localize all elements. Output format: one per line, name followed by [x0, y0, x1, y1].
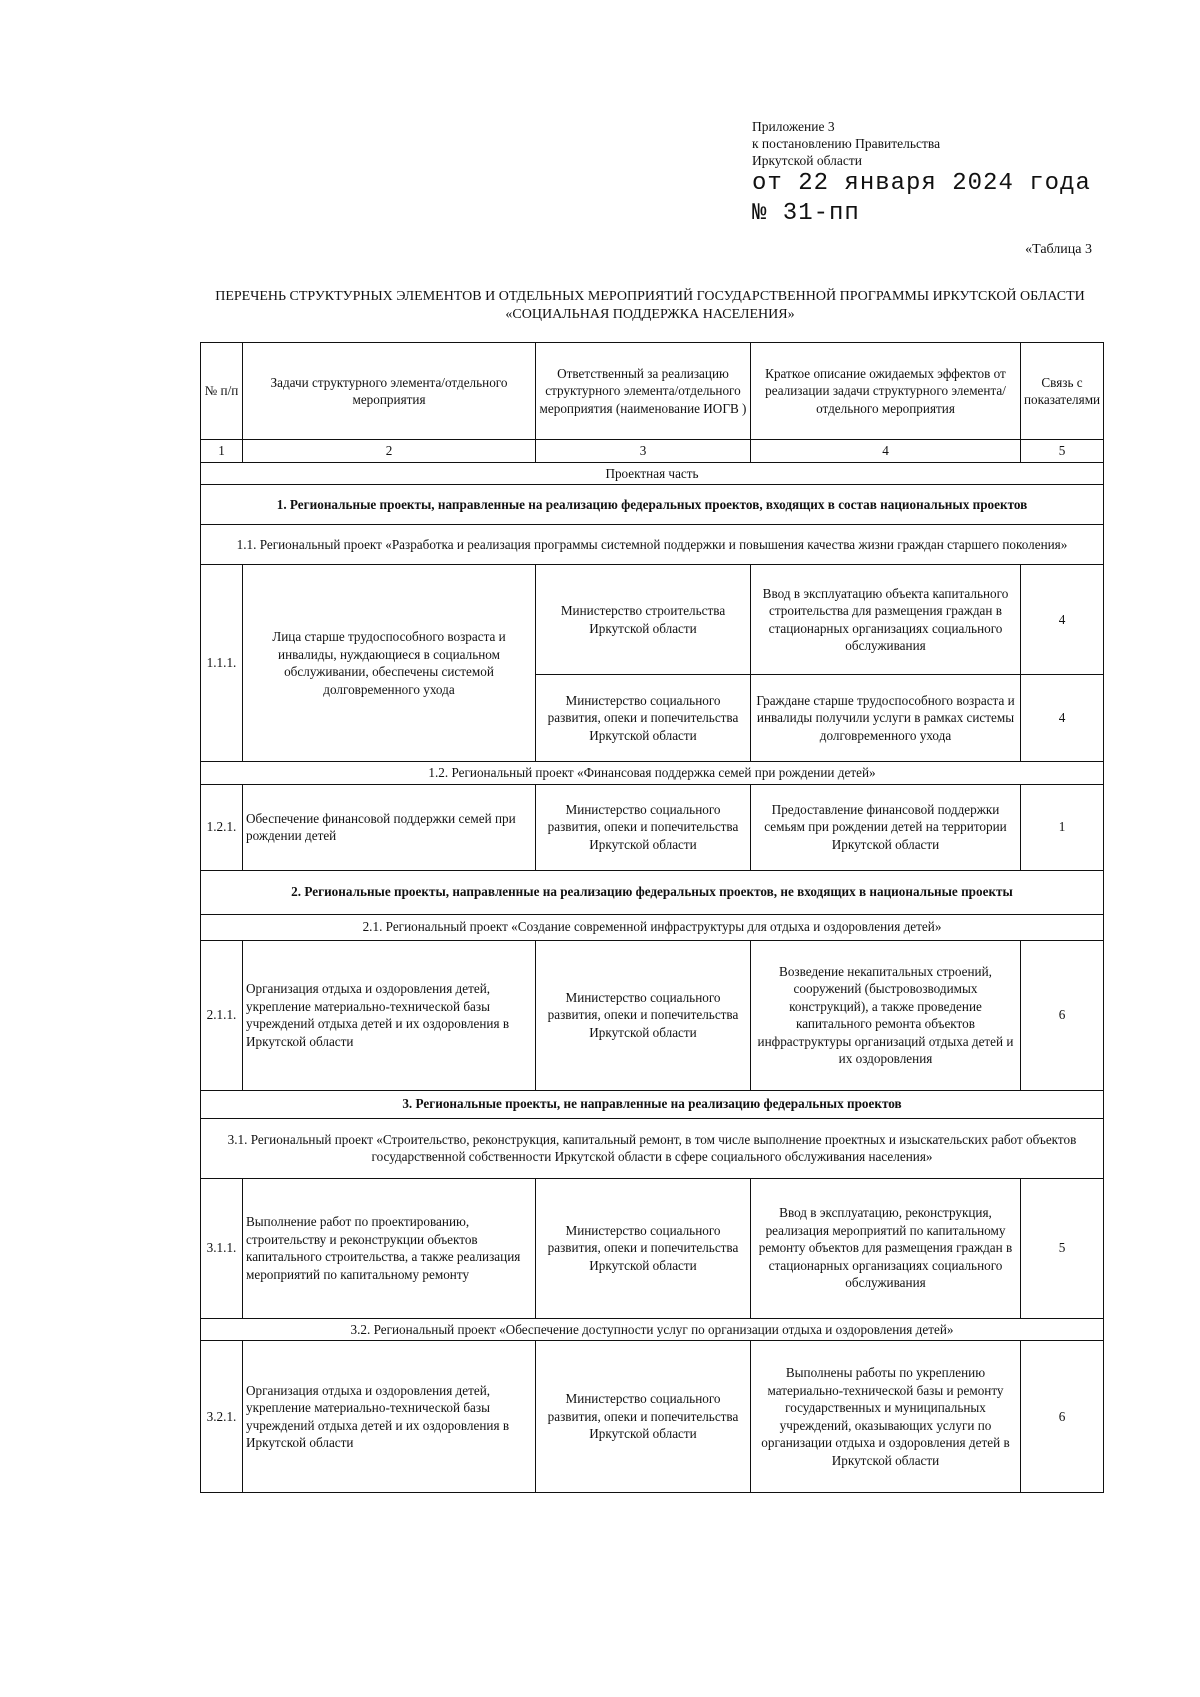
- table-header-row: [201, 343, 1104, 440]
- project-1-1-heading: 1.1. Региональный проект «Разработка и реализация программы системной поддержки и повышения качества жизни граждан старшего поколения»: [201, 525, 1104, 565]
- project-part-row: [201, 462, 1104, 485]
- section-3-heading: 3. Региональные проекты, не направленные на реализацию федеральных проектов: [201, 1090, 1104, 1118]
- appendix-line-1: Приложение 3: [752, 119, 835, 134]
- responsible-cell: Министерство социального развития, опеки и попечительства Иркутской области: [536, 1341, 751, 1493]
- col-number: 4: [751, 440, 1021, 463]
- table-row: [201, 1178, 1104, 1318]
- document-title: ПЕРЕЧЕНЬ СТРУКТУРНЫХ ЭЛЕМЕНТОВ И ОТДЕЛЬНЫХ МЕРОПРИЯТИЙ ГОСУДАРСТВЕННОЙ ПРОГРАММЫ ИРКУТСКОЙ ОБЛАСТИ «СОЦИАЛЬНАЯ ПОДДЕРЖКА НАСЕЛЕНИЯ»: [215, 289, 1085, 322]
- col-header-task: Задачи структурного элемента/отдельного мероприятия: [243, 343, 536, 440]
- task-cell: Организация отдыха и оздоровления детей, укрепление материально-технической базы учреждений отдыха детей и их оздоровления в Иркутской области: [243, 940, 536, 1090]
- project-heading-row: [201, 762, 1104, 785]
- table-row: [201, 940, 1104, 1090]
- project-3-1-heading: 3.1. Региональный проект «Строительство, реконструкция, капитальный ремонт, в том числе выполнение проектных и изыскательских работ объектов государственной собственности Иркутской области в сфере социального обслуживания населения»: [201, 1118, 1104, 1178]
- col-number: 2: [243, 440, 536, 463]
- col-header-num: № п/п: [201, 343, 243, 440]
- appendix-header: [752, 118, 1172, 229]
- section-1-heading: 1. Региональные проекты, направленные на реализацию федеральных проектов, входящих в состав национальных проектов: [201, 485, 1104, 525]
- decree-number: № 31-пп: [752, 200, 860, 227]
- project-heading-row: [201, 914, 1104, 940]
- structural-elements-table: [200, 342, 1104, 1493]
- project-2-1-heading: 2.1. Региональный проект «Создание современной инфраструктуры для отдыха и оздоровления детей»: [201, 914, 1104, 940]
- project-heading-row: [201, 525, 1104, 565]
- indicator-link-cell: 1: [1021, 784, 1104, 870]
- section-heading-row: [201, 485, 1104, 525]
- row-number: 1.1.1.: [201, 565, 243, 762]
- indicator-link-cell: 4: [1021, 565, 1104, 675]
- decree-date: от 22 января 2024 года: [752, 170, 1091, 197]
- row-number: 1.2.1.: [201, 784, 243, 870]
- effect-cell: Предоставление финансовой поддержки семьям при рождении детей на территории Иркутской области: [751, 784, 1021, 870]
- project-heading-row: [201, 1118, 1104, 1178]
- table-row: [201, 1341, 1104, 1493]
- col-number: 1: [201, 440, 243, 463]
- indicator-link-cell: 6: [1021, 940, 1104, 1090]
- section-2-heading: 2. Региональные проекты, направленные на реализацию федеральных проектов, не входящих в национальные проекты: [201, 870, 1104, 914]
- column-number-row: [201, 440, 1104, 463]
- col-header-effect: Краткое описание ожидаемых эффектов от реализации задачи структурного элемента/отдельного мероприятия: [751, 343, 1021, 440]
- responsible-cell: Министерство социального развития, опеки и попечительства Иркутской области: [536, 675, 751, 762]
- table-row: [201, 565, 1104, 675]
- task-cell: Организация отдыха и оздоровления детей, укрепление материально-технической базы учреждений отдыха детей и их оздоровления в Иркутской области: [243, 1341, 536, 1493]
- effect-cell: Выполнены работы по укреплению материально-технической базы и ремонту государственных и муниципальных учреждений, оказывающих услуги по организации отдыха и оздоровления детей в Иркутской области: [751, 1341, 1021, 1493]
- responsible-cell: Министерство социального развития, опеки и попечительства Иркутской области: [536, 1178, 751, 1318]
- responsible-cell: Министерство социального развития, опеки и попечительства Иркутской области: [536, 784, 751, 870]
- responsible-cell: Министерство строительства Иркутской области: [536, 565, 751, 675]
- responsible-cell: Министерство социального развития, опеки и попечительства Иркутской области: [536, 940, 751, 1090]
- section-heading-row: [201, 1090, 1104, 1118]
- col-header-responsible: Ответственный за реализацию структурного элемента/отдельного мероприятия (наименование ИОГВ ): [536, 343, 751, 440]
- appendix-line-3: Иркутской области: [752, 153, 863, 168]
- project-heading-row: [201, 1318, 1104, 1341]
- row-number: 3.2.1.: [201, 1341, 243, 1493]
- col-number: 3: [536, 440, 751, 463]
- appendix-line-2: к постановлению Правительства: [752, 136, 941, 151]
- task-cell: Лица старше трудоспособного возраста и инвалиды, нуждающиеся в социальном обслуживании, обеспечены системой долговременного ухода: [243, 565, 536, 762]
- effect-cell: Граждане старше трудоспособного возраста и инвалиды получили услуги в рамках системы долговременного ухода: [751, 675, 1021, 762]
- row-number: 2.1.1.: [201, 940, 243, 1090]
- project-3-2-heading: 3.2. Региональный проект «Обеспечение доступности услуг по организации отдыха и оздоровления детей»: [201, 1318, 1104, 1341]
- col-number: 5: [1021, 440, 1104, 463]
- task-cell: Выполнение работ по проектированию, строительству и реконструкции объектов капитального строительства, а также реализация мероприятий по капитальному ремонту: [243, 1178, 536, 1318]
- task-cell: Обеспечение финансовой поддержки семей при рождении детей: [243, 784, 536, 870]
- col-header-link: Связь с показателями: [1021, 343, 1104, 440]
- table-label: «Таблица 3: [1025, 242, 1092, 257]
- section-heading-row: [201, 870, 1104, 914]
- row-number: 3.1.1.: [201, 1178, 243, 1318]
- project-1-2-heading: 1.2. Региональный проект «Финансовая поддержка семей при рождении детей»: [201, 762, 1104, 785]
- indicator-link-cell: 4: [1021, 675, 1104, 762]
- effect-cell: Ввод в эксплуатацию, реконструкция, реализация мероприятий по капитальному ремонту объектов для размещения граждан в стационарных организациях социального обслуживания: [751, 1178, 1021, 1318]
- project-part-label: Проектная часть: [201, 462, 1104, 485]
- effect-cell: Ввод в эксплуатацию объекта капитального строительства для размещения граждан в стационарных организациях социального обслуживания: [751, 565, 1021, 675]
- table-row: [201, 784, 1104, 870]
- effect-cell: Возведение некапитальных строений, сооружений (быстровозводимых конструкций), а также проведение капитального ремонта объектов инфраструктуры организаций отдыха детей и их оздоровления: [751, 940, 1021, 1090]
- indicator-link-cell: 5: [1021, 1178, 1104, 1318]
- indicator-link-cell: 6: [1021, 1341, 1104, 1493]
